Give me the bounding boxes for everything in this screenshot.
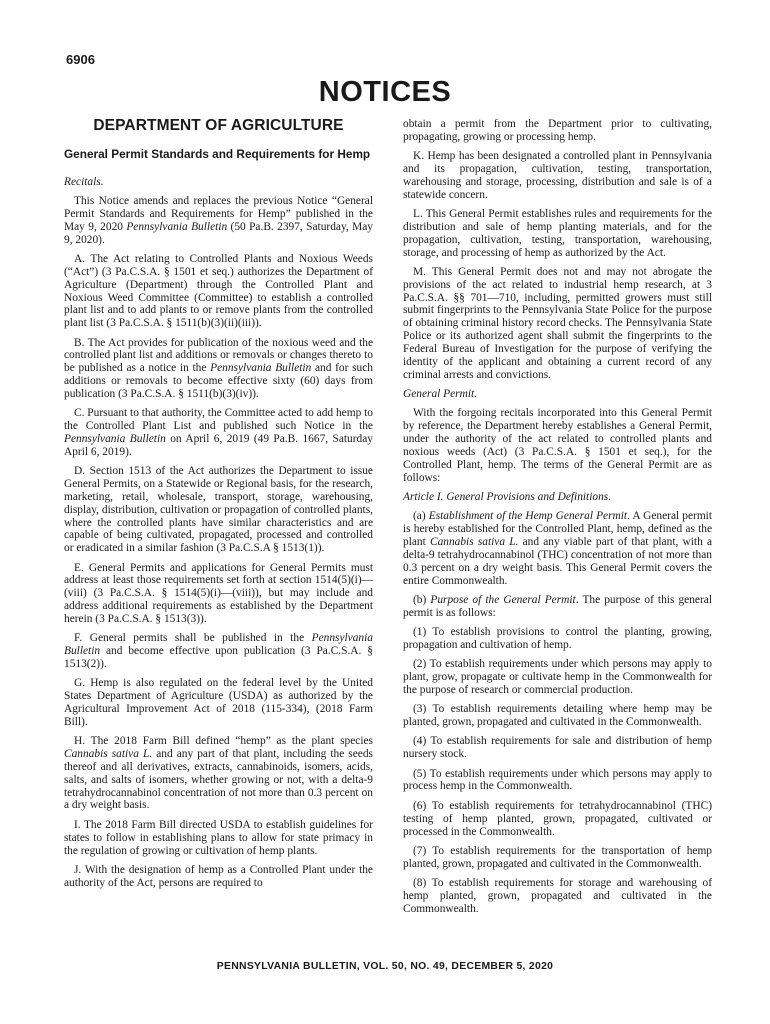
paragraph-general-permit: With the forgoing recitals incorporated into this General Permit by reference, the Department hereby establishes a General Permit, under the authority of the act related to controlled plants and noxious weeds (Act) (3 Pa.C.S.A. § 1501 et seq.), for the Controlled Plant, hemp. The terms of the General Permit are as follows: — [403, 407, 712, 484]
left-column — [64, 118, 373, 896]
purpose-item: (1) To establish provisions to control the planting, growing, propagation and cultivation of hemp. — [403, 626, 712, 651]
paragraph-k: K. Hemp has been designated a controlled plant in Pennsylvania and its propagation, cultivation, testing, transportation, warehousing and storage, processing, distribution and sale is of a statewide concern. — [403, 150, 712, 201]
paragraph-j: J. With the designation of hemp as a Controlled Plant under the authority of the Act, persons are required to — [64, 863, 373, 889]
purpose-item: (6) To establish requirements for tetrahydrocannabinol (THC) testing of hemp planted, grown, propagated, cultivated or processed in the Commonwealth. — [403, 799, 712, 838]
paragraph-section-b: (b) Purpose of the General Permit. The purpose of this general permit is as follows: — [403, 593, 712, 619]
paragraph-e: E. General Permits and applications for General Permits must address at least those requirements set forth at section 1514(5)(i)—(viii) (3 Pa.C.S.A. § 1514(5)(i)—(viii)), but may include and address additional requirements as established by the Department herein (3 Pa.C.S.A. § 1513(3)). — [64, 561, 373, 625]
purpose-item: (2) To establish requirements under which persons may apply to plant, grow, propagate or cultivate hemp in the Commonwealth for the purpose of research or commercial production. — [403, 658, 712, 696]
page-number: 6906 — [66, 52, 95, 67]
paragraph-f: F. General permits shall be published in the Pennsylvania Bulletin and become effective upon publication (3 Pa.C.S.A. § 1513(2)). — [64, 632, 373, 671]
paragraph-section-a: (a) Establishment of the Hemp General Permit. A General permit is hereby established for the Controlled Plant, hemp, defined as the plant Cannabis sativa L. and any viable part of that plant, with a delta-9 tetrahydrocannabinol (THC) concentration of not more than 0.3 percent on a dry weight basis. This General Permit covers the entire Commonwealth. — [403, 510, 713, 587]
paragraph-l: L. This General Permit establishes rules and requirements for the distribution and sale of hemp planting materials, and for the propagation, cultivation, testing, transportation, warehousing, storage, and processing of hemp as authorized by the Act. — [403, 208, 712, 259]
paragraph-h: H. The 2018 Farm Bill defined “hemp” as the plant species Cannabis sativa L. and any part of that plant, including the seeds thereof and all derivatives, extracts, cannabinoids, isomers, acids, salts, and salts of isomers, whether growing or not, with a delta-9 tetrahydrocannabinol concentration of not more than 0.3 percent on a dry weight basis. — [64, 735, 373, 812]
purpose-item: (3) To establish requirements detailing where hemp may be planted, grown, propagated and cultivated in the Commonwealth. — [403, 703, 712, 729]
paragraph-j-continued: obtain a permit from the Department prior to cultivating, propagating, growing or processing hemp. — [403, 118, 712, 143]
purpose-item: (7) To establish requirements for the transportation of hemp planted, grown, propagated and cultivated in the Commonwealth. — [403, 844, 712, 870]
paragraph-b: B. The Act provides for publication of the noxious weed and the controlled plant list and additions or removals or changes thereto to be published as a notice in the Pennsylvania Bulletin and for such additions or removals to become effective sixty (60) days from publication (3 Pa.C.S.A. § 1511(b)(3)(iv)). — [64, 336, 374, 400]
paragraph-i: I. The 2018 Farm Bill directed USDA to establish guidelines for states to follow in establishing plans to allow for state primacy in the regulation of growing or cultivation of hemp plants. — [64, 818, 373, 857]
department-heading: DEPARTMENT OF AGRICULTURE — [93, 117, 344, 134]
paragraph-a: A. The Act relating to Controlled Plants and Noxious Weeds (“Act”) (3 Pa.C.S.A. § 1501 et seq.) authorizes the Department of Agriculture (Department) through the Controlled Plant and Noxious Weed Committee (Committee) to establish a controlled plant list and to add plants to or remove plants from the controlled plant list (3 Pa.C.S.A. § 1511(b)(3)(ii)(iii)). — [64, 253, 373, 330]
purpose-item: (8) To establish requirements for storage and warehousing of hemp planted, grown, propagated and cultivated in the Commonwealth. — [403, 877, 712, 915]
paragraph-d: D. Section 1513 of the Act authorizes the Department to issue General Permits, on a Statewide or Regional basis, for the research, marketing, retail, wholesale, transport, storage, warehousing, display, distribution, cultivation or propagation of controlled plants, where the controlled plants have similar characteristics and are capable of being cultivated, propagated, processed and controlled or eradicated in a similar fashion (3 Pa.C.S.A § 1513(1)). — [64, 465, 373, 555]
recitals-label: Recitals. — [64, 175, 104, 188]
paragraph-c: C. Pursuant to that authority, the Committee acted to add hemp to the Controlled Plant List and published such Notice in the Pennsylvania Bulletin on April 6, 2019 (49 Pa.B. 1667, Saturday April 6, 2019). — [64, 407, 373, 458]
right-column — [403, 118, 712, 922]
purpose-item: (4) To establish requirements for sale and distribution of hemp nursery stock. — [403, 735, 712, 761]
paragraph-intro: This Notice amends and replaces the previous Notice “General Permit Standards and Requirements for Hemp” published in the May 9, 2020 Pennsylvania Bulletin (50 Pa.B. 2397, Saturday, May 9, 2020). — [64, 195, 374, 246]
paragraph-m: M. This General Permit does not and may not abrogate the provisions of the act related to industrial hemp research, at 3 Pa.C.S.A. §§ 701—710, including, permitted growers must still submit fingerprints to the Pennsylvania State Police for the purpose of obtaining criminal history record checks. The Pennsylvania State Police or its authorized agent shall submit the fingerprints to the Federal Bureau of Investigation for the purpose of verifying the identity of the applicant and obtaining a current record of any criminal arrests and convictions. — [403, 265, 712, 381]
page-title: NOTICES — [318, 76, 452, 108]
article-heading: Article I. General Provisions and Definitions. — [403, 490, 612, 503]
general-permit-label: General Permit. — [403, 388, 478, 401]
notice-title: General Permit Standards and Requirements for Hemp — [64, 146, 371, 161]
paragraph-g: G. Hemp is also regulated on the federal level by the United States Department of Agriculture (USDA) as authorized by the Agricultural Improvement Act of 2018 (115-334), (2018 Farm Bill). — [64, 677, 373, 728]
purpose-item: (5) To establish requirements under which persons may apply to process hemp in the Commonwealth. — [403, 767, 712, 793]
page-footer: PENNSYLVANIA BULLETIN, VOL. 50, NO. 49, DECEMBER 5, 2020 — [216, 961, 554, 972]
